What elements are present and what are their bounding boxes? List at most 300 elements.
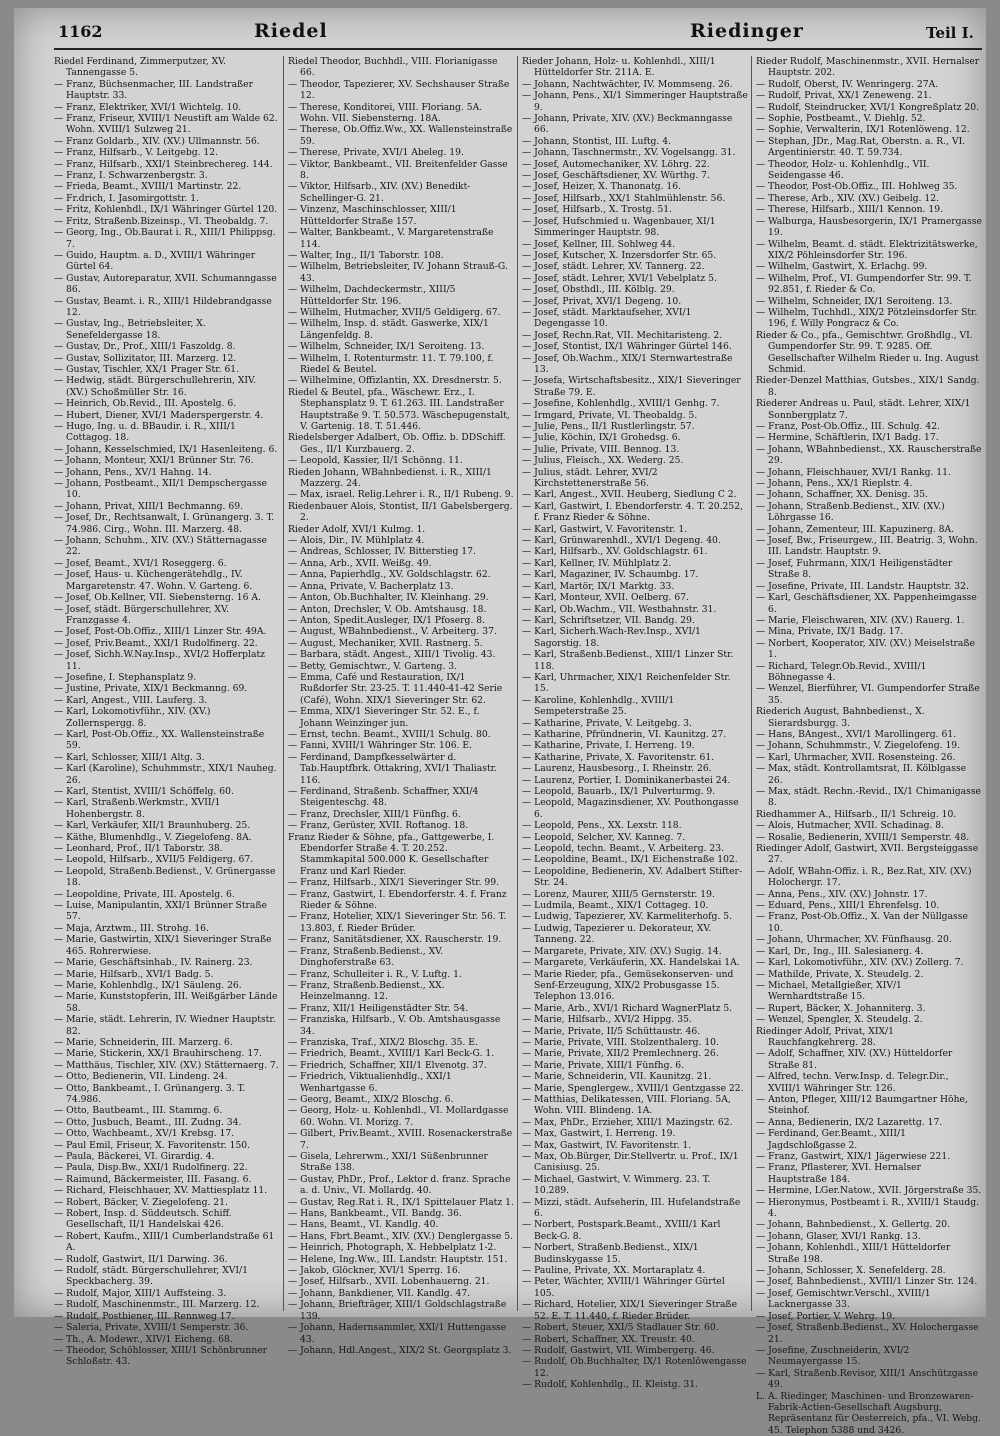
directory-entry: — Hans, Beamt., VI. Kandlg. 40. [288, 1219, 439, 1231]
directory-entry: — Johann, Pens., XV/1 Hahng. 14. [54, 466, 212, 478]
directory-entry: — Josef, Beamt., XVI/1 Roseggerg. 6. [54, 557, 227, 569]
directory-entry: — Walter, Ing., II/1 Taborstr. 108. [288, 249, 444, 261]
directory-entry: — August, Mechaniker, XVII. Rastnerg. 5. [288, 637, 483, 649]
directory-entry: — Stephan, JDr., Mag.Rat, Oberstn. a. R., VI. Argentinierstr. 40. T. 59.734. [756, 135, 966, 159]
directory-entry: — Sophie, Postbeamt., V. Diehlg. 52. [756, 113, 926, 125]
directory-entry: — Wilhelm, Schneider, IX/1 Seroiteng. 13. [756, 295, 953, 307]
directory-entry: — Marie, Private, XII/2 Premlechnerg. 26. [522, 1048, 719, 1060]
directory-entry: Riederer Andreas u. Paul, städt. Lehrer, XIX/1 Sonnbergplatz 7. [756, 398, 971, 421]
directory-entry: — Franz, Pflasterer, XVI. Hernalser Hauptstraße 184. [756, 1162, 921, 1185]
directory-entry: — Wilhelmine, Offizlantin, XX. Dresdnerstr. 5. [288, 375, 502, 387]
directory-entry: — Josef, Stontist, IX/1 Währinger Gürtel 146. [522, 341, 732, 353]
directory-entry: — Wilhelm, Beamt. d. städt. Elektrizitätswerke, XIX/2 Pöhleinsdorfer Str. 196. [756, 238, 978, 261]
directory-entry: — Therese, Ob.Offiz.Ww., XX. Wallensteinstraße 59. [288, 124, 513, 147]
directory-entry: — Johann, Schaffner, XX. Denisg. 35. [756, 489, 928, 501]
left-running-head: Riedel [254, 20, 328, 42]
directory-entry: — Rudolf, Steindrucker, XVI/1 Kongreßplatz 20. [756, 101, 979, 113]
directory-entry: — Karl, Geschäftsdiener, XX. Pappenheimgasse 6. [756, 592, 977, 615]
directory-entry: — Karl, Schriftsetzer, VII. Bandg. 29. [522, 614, 695, 626]
directory-entry: — Rudolf, Postbiener, III. Rennweg 17. [54, 1310, 235, 1322]
directory-entry: — Johann, Kohlenhdl., XIII/1 Hütteldorfer Straße 198. [756, 1242, 951, 1265]
directory-entry: — Mathilde, Private, X. Steudelg. 2. [756, 968, 924, 980]
directory-entry: — Robert, Schaffner, XX. Treustr. 40. [522, 1333, 695, 1345]
directory-entry: — Franz Goldarb., XIV. (XV.) Ullmannstr. 56. [54, 135, 260, 147]
directory-entry: — Franz, Sanitätsdiener, XX. Rauscherstr. 19. [288, 934, 502, 946]
directory-entry: — Max, städt. Rechn.-Revid., IX/1 Chimanigasse 8. [756, 786, 981, 809]
directory-entry: — Raimund, Bäckermeister, III. Fasang. 6. [54, 1173, 252, 1185]
directory-entry: — Josef, städt. Bürgerschullehrer, XV. Franzgasse 4. [54, 603, 229, 626]
directory-entry: — Anna, Papierhdlg., XV. Goldschlagstr. 62. [288, 569, 491, 581]
directory-entry: — Josef, Kutscher, X. Inzersdorfer Str. 65. [522, 249, 717, 261]
directory-entry: — Mina, Private, IX/1 Badg. 17. [756, 626, 904, 638]
directory-entry: — Theodor, Tapezierer, XV. Sechshauser Straße 12. [288, 78, 510, 102]
directory-entry: — Wenzel, Bierführer, VI. Gumpendorfer Straße 35. [756, 683, 980, 706]
directory-entry: — Robert, Steuer, XXI/5 Stadlauer Str. 60. [522, 1322, 719, 1334]
directory-entry: Rieder Johann, Holz- u. Kohlenhdl., XIII/1 Hütteldorfer Str. 211A. E. [522, 56, 716, 79]
directory-entry: — Emma, XIX/1 Sieveringer Str. 52. E., f. Johann Weinzinger jun. [288, 706, 480, 729]
directory-entry: — Gustav, Tischler, XX/1 Prager Str. 61. [54, 363, 240, 375]
directory-entry: — Marie, Hilfsarb., XVI/1 Badg. 5. [54, 968, 214, 980]
directory-entry: — Johann, Taschnermstr., XV. Vogelsangg. 31. [522, 147, 736, 159]
directory-entry: — Karl, Post-Ob.Offiz., XX. Wallensteinstraße 59. [54, 728, 265, 752]
directory-entry: L. A. Riedinger, Maschinen- und Bronzewaren-Fabrik-Actien-Gesellschaft Augsburg, Repräsentanz für Oesterreich, pfa., VI. Webg. 45. Telephon 5388 und 3426. [756, 1390, 981, 1436]
page-header [14, 8, 986, 48]
directory-entry: — Karl, Dr., Ing., III. Salesianerg. 4. [756, 945, 924, 957]
directory-entry: — Karl, Uhrmacher, XIX/1 Reichenfelder Str. 15. [522, 671, 731, 695]
directory-entry: — Otto, Bankbeamt., I. Grünangerg. 3. T. 74.986. [54, 1082, 246, 1105]
directory-entry: — Anton, Ob.Buchhalter, IV. Kleinhang. 29. [288, 592, 489, 604]
directory-entry: — Josef, Obsthdl., III. Kölblg. 29. [522, 284, 675, 296]
directory-entry: — Käthe, Blumenhdlg., V. Ziegelofeng. 8A. [54, 831, 252, 843]
directory-entry: — Heinrich, Ob.Revid., III. Apostelg. 6. [54, 398, 237, 410]
directory-entry: — Maja, Arztwm., III. Strohg. 16. [54, 922, 209, 934]
directory-entry: — Josef, Portier, V. Wehrg. 19. [756, 1310, 896, 1322]
directory-entry: — Helene, Ing.Ww., III. Landstr. Hauptstr. 151. [288, 1253, 508, 1265]
directory-entry: — Rupert, Bäcker, X. Johanniterg. 3. [756, 1002, 926, 1014]
directory-entry: — Johann, Straßenb.Bedienst., XIV. (XV.) Löhrgasse 16. [756, 500, 945, 524]
directory-entry: — Max, israel. Relig.Lehrer i. R., II/1 Rubeng. 9. [288, 489, 514, 501]
directory-entry: — Josef, Gemischtwr.Verschl., XVIII/1 Lacknergasse 33. [756, 1287, 931, 1311]
directory-entry: — Gustav, Ing., Betriebsleiter, X. Senefeldergasse 18. [54, 318, 206, 341]
directory-entry: — Fanni, XVIII/1 Währinger Str. 106. E. [288, 740, 473, 752]
directory-entry: — Ernst, techn. Beamt., XVIII/1 Schulg. 80. [288, 728, 491, 740]
directory-entry: — Wilhelm, Schneider, IX/1 Seroiteng. 13. [288, 341, 485, 353]
directory-entry: — Leopold, Bauarb., IX/1 Pulverturmg. 9. [522, 786, 716, 797]
directory-entry: — Wilhelm, Prof., VI. Gumpendorfer Str. 99. T. 92.851, f. Rieder & Co. [756, 272, 972, 296]
directory-entry: — Margarete, Private, XIV. (XV.) Sugig. 14. [522, 945, 722, 957]
directory-entry: — Anton, Spedit.Ausleger, IX/1 Pfoserg. 8. [288, 614, 486, 626]
directory-entry: — Leopold, Pens., XX. Lexstr. 118. [522, 820, 682, 832]
directory-entry: — Heinrich, Photograph, X. Hebbelplatz 1-2. [288, 1242, 497, 1254]
directory-entry: — Laurenz, Hausbesorg., I. Rheinstr. 26. [522, 763, 712, 775]
directory-entry: — Wilhelm, Dachdeckermstr., XIII/5 Hütteldorfer Str. 196. [288, 284, 456, 307]
directory-entry: — Frieda, Beamt., XVIII/1 Martinstr. 22. [54, 181, 242, 193]
directory-entry: Riedel Ferdinand, Zimmerputzer, XV. Tannengasse 5. [54, 56, 227, 79]
directory-entry: — Karl, Gastwirt, V. Favoritenstr. 1. [522, 523, 688, 535]
directory-entry: — Marie, Gastwirtin, XIX/1 Sieveringer Straße 465. Rohrerwiese. [54, 934, 272, 957]
directory-entry: — Anna, Bedienerin, IX/2 Lazarettg. 17. [756, 1116, 943, 1128]
directory-entry: — Paul Emil, Friseur, X. Favoritenstr. 150. [54, 1139, 251, 1151]
directory-entry: — Michael, Metallgießer, XIV/1 Wernhardtstraße 15. [756, 979, 902, 1003]
directory-entry: — Franz, Elektriker, XVI/1 Wichtelg. 10. [54, 101, 242, 113]
directory-entry: — Franz, Schulleiter i. R., V. Luftg. 1. [288, 968, 462, 980]
directory-entry: — Rudolf, Gastwirt, VII. Wimbergerg. 46. [522, 1344, 715, 1356]
directory-entry: — Julie, Köchin, IX/1 Grohedsg. 6. [522, 432, 681, 444]
directory-entry: — Gustav, Reg.Rat i. R., IX/1 Spittelauer Platz 1. [288, 1196, 514, 1208]
column-divider [283, 56, 284, 1311]
directory-entry: Rieder Adolf, XVI/1 Kulmg. 1. [288, 523, 426, 535]
directory-entry: — Karl, Stentist, XVIII/1 Schöffelg. 60. [54, 786, 234, 797]
directory-entry: — Th., A. Modewr., XIV/1 Eicheng. 68. [54, 1333, 233, 1345]
directory-entry: — Hermine, LGer.Natow., XVII. Jörgerstraße 35. [756, 1185, 982, 1197]
column-divider [751, 56, 752, 1311]
directory-entry: — Josef, Ob.Kellner, VII. Siebensterng. 16 A. [54, 592, 261, 604]
directory-entry: — Leopold, Magazinsdiener, XV. Pouthongasse 6. [522, 797, 739, 820]
directory-entry: — Johann, Briefträger, XIII/1 Goldschlagstraße 139. [288, 1299, 507, 1322]
directory-entry: — Adolf, WBahn-Offiz. i. R., Bez.Rat, XIV. (XV.) Holochergr. 17. [756, 865, 972, 889]
directory-entry: — Franz, Drechsler, XIII/1 Fünfhg. 6. [288, 808, 461, 820]
directory-entry: — Hans, Fbrt.Beamt., XIV. (XV.) Denglergasse 5. [288, 1230, 514, 1242]
directory-entry: — Laurenz, Portier, I. Dominikanerbastei 24. [522, 774, 731, 786]
directory-entry: — Fritz, Straßenb.Bizeinsp., VI. Theobaldg. 7. [54, 215, 269, 227]
directory-entry: — Marie, Schneiderin, III. Marzerg. 6. [54, 1036, 233, 1048]
directory-entry: — Josefine, Private, III. Landstr. Hauptstr. 32. [756, 580, 969, 592]
directory-entry: — Georg, Ing., Ob.Baurat i. R., XIII/1 Philippsg. 7. [54, 227, 276, 250]
directory-entry: — Max, Ob.Bürger, Dir.Stellvertr. u. Prof., IX/1 Canisiusg. 25. [522, 1151, 739, 1174]
directory-entry: — Leopold, Straßenb.Bedienst., V. Grünergasse 18. [54, 865, 276, 889]
directory-entry: — Peter, Wächter, XVIII/1 Währinger Gürtel 105. [522, 1276, 725, 1299]
directory-entry: — Josef, Priv.Beamt., XXI/1 Rudolfinerg. 22. [54, 637, 258, 649]
directory-entry: — Rudolf, Gastwirt, II/1 Darwing. 36. [54, 1253, 228, 1265]
directory-entry: — Marie, Stickerin, XX/1 Brauhirscheng. 17. [54, 1048, 262, 1060]
directory-entry: — Otto, Bedienerin, VII. Lindeng. 24. [54, 1071, 228, 1083]
directory-entry: — Margarete, Verkäuferin, XX. Handelskai 1A. [522, 957, 740, 969]
directory-entry: Rieden Johann, WBahnbedienst. i. R., XIII/1 Mazzerg. 24. [288, 466, 492, 490]
directory-entry: — Franziska, Hilfsarb., V. Ob. Amtshausgasse 34. [288, 1014, 501, 1037]
directory-entry: — Lorenz, Maurer, XIII/5 Gernsterstr. 19. [522, 888, 715, 900]
directory-entry: — Ludwig, Tapezierer u. Dekorateur, XV. Tanneng. 22. [522, 922, 712, 946]
directory-entry: — Marie, Kohlenhdlg., IX/1 Säuleng. 26. [54, 979, 242, 991]
directory-entry: — Karl, Straßenb.Bedienst., XIII/1 Linzer Str. 118. [522, 649, 734, 672]
directory-entry: — Karl, Sicherh.Wach-Rev.Insp., XVI/1 Sagorstig. 18. [522, 626, 701, 649]
directory-entry: — Leopold, techn. Beamt., V. Arbeiterg. 23. [522, 843, 725, 855]
directory-entry: — Josefine, Kohlenhdlg., XVIII/1 Genhg. 7. [522, 398, 720, 410]
directory-entry: — Therese, Hilfsarb., XIII/1 Kennon. 19. [756, 204, 944, 216]
directory-entry: Riedenbauer Alois, Stontist, II/1 Gabelsbergerg. 2. [288, 500, 513, 524]
directory-entry: — Anton, Drechsler, V. Ob. Amtshausg. 18. [288, 603, 487, 615]
directory-entry: — Karl, Lokomotivführ., XIV. (XV.) Zollernspergg. 8. [54, 706, 211, 729]
directory-entry: — Katharine, Private, I. Herreng. 19. [522, 740, 695, 752]
directory-entry: — Johann, Pens., XI/1 Simmeringer Hauptstraße 9. [522, 90, 748, 113]
directory-entry: — Wenzel, Spengler, X. Steudelg. 2. [756, 1014, 923, 1026]
directory-entry: — Franz, Hilfsarb., XXI/1 Steinbrechereg. 144. [54, 158, 273, 170]
directory-entry: — Karl, Martör, IX/1 Marktg. 33. [522, 580, 675, 592]
directory-entry: — Justine, Private, XIX/1 Beckmanng. 69. [54, 683, 248, 695]
column-2 [288, 56, 514, 1356]
directory-entry: — Karl, Ob.Wachm., VII. Westbahnstr. 31. [522, 603, 717, 615]
directory-entry: — Marie, städt. Lehrerin, IV. Wiedner Hauptstr. 82. [54, 1014, 276, 1037]
directory-entry: — Walburga, Hausbesorgerin, IX/1 Pramergasse 19. [756, 215, 982, 239]
directory-entry: — Gustav, Autoreparatur, XVII. Schumanngasse 86. [54, 272, 277, 296]
directory-entry: — Rudolf, Ob.Buchhalter, IX/1 Rotenlöwengasse 12. [522, 1356, 747, 1379]
directory-entry: — Anna, Private, V. Bacherplatz 13. [288, 580, 454, 592]
directory-entry: — Franz, Gerüster, XVII. Roftanog. 18. [288, 820, 469, 832]
directory-entry: — Johann, Private, XIV. (XV.) Beckmanngasse 66. [522, 113, 733, 136]
directory-entry: — Karl, Hilfsarb., XV. Goldschlagstr. 61. [522, 546, 708, 558]
directory-entry: — Rudolf, städt. Bürgerschullehrer, XVI/1 Speckbacherg. 39. [54, 1265, 248, 1288]
directory-entry: — Franz, XII/1 Heiligenstädter Str. 54. [288, 1002, 469, 1014]
directory-entry: — Richard, Fleischhauer, XV. Mattiesplatz 11. [54, 1185, 268, 1197]
directory-entry: — Ludwig, Tapezierer, XV. Karmeliterhofg. 5. [522, 911, 733, 923]
directory-entry: — Viktor, Hilfsarb., XIV. (XV.) Benedikt-Schellinger-G. 21. [288, 181, 471, 204]
directory-entry: — Franz, Post-Ob.Offiz., III. Schulg. 42. [756, 421, 941, 432]
directory-entry: — Guido, Hauptm. a. D., XVIII/1 Währinger Gürtel 64. [54, 249, 256, 273]
directory-entry: — Gisela, Lehrerwm., XXI/1 Süßenbrunner Straße 138. [288, 1151, 488, 1174]
directory-entry: — Karl, Monteur, XVII. Oelberg. 67. [522, 592, 689, 604]
directory-entry: — Franz, Gastwirt, I. Ebendorferstr. 4. f. Franz Rieder & Söhne. [288, 888, 507, 912]
directory-entry: — Norbert, Kooperator, XIV. (XV.) Meiselstraße 1. [756, 637, 975, 661]
directory-entry: — Johann, Pens., XX/1 Rieplstr. 4. [756, 478, 913, 490]
column-divider [517, 56, 518, 1311]
directory-entry: — Viktor, Bankbeamt., VII. Breitenfelder Gasse 8. [288, 158, 508, 182]
directory-entry: — Ferdinand, Ger.Beamt., XIII/1 Jagdschloßgasse 2. [756, 1128, 906, 1151]
directory-entry: Rieder Rudolf, Maschinenmstr., XVII. Hernalser Hauptstr. 202. [756, 56, 980, 79]
directory-entry: — Otto, Wachbeamt., XV/1 Krebsg. 17. [54, 1128, 235, 1140]
directory-entry: — Gustav, Beamt. i. R., XIII/1 Hildebrandgasse 12. [54, 295, 272, 318]
directory-entry: — August, WBahnbedienst., V. Arbeiterg. 37. [288, 626, 497, 638]
directory-entry: — Karl, Schlosser, XIII/1 Altg. 3. [54, 751, 205, 763]
directory-entry: — Josef, Bw., Friseurgew., III. Beatrig. 3, Wohn. III. Landstr. Hauptstr. 9. [756, 535, 978, 558]
directory-entry: — Franz, Büchsenmacher, III. Landstraßer Hauptstr. 33. [54, 78, 254, 102]
directory-entry: — Theodor, Post-Ob.Offiz., III. Hohlweg 35. [756, 181, 958, 193]
column-3 [522, 56, 748, 1391]
directory-entry: — Johann, Hadernsammler, XXI/1 Huttengasse 43. [288, 1322, 507, 1345]
directory-entry: — Hermine, Schäftlerin, IX/1 Badg. 17. [756, 432, 939, 444]
directory-entry: — Rudolf, Kohlenhdlg., II. Kleistg. 31. [522, 1379, 698, 1391]
directory-entry: — Gilbert, Priv.Beamt., XVIII. Rosenackerstraße 7. [288, 1128, 513, 1151]
directory-entry: — Johann, Zementeur, III. Kapuzinerg. 8A. [756, 523, 955, 535]
directory-entry: — Johann, Bankdiener, VII. Kandlg. 47. [288, 1287, 471, 1299]
header-rule [54, 48, 982, 50]
directory-entry: — Ludmila, Beamt., XIX/1 Cottageg. 10. [522, 900, 709, 912]
directory-entry: — Adolf, Schaffner, XIV. (XV.) Hütteldorfer Straße 81. [756, 1048, 953, 1071]
directory-entry: — Marie, Arb., XVI/1 Richard WagnerPlatz 5. [522, 1002, 733, 1014]
directory-entry: — Otto, Bautbeamt., III. Stammg. 6. [54, 1105, 223, 1117]
directory-entry: — Andreas, Schlosser, IV. Bitterstieg 17. [288, 546, 476, 558]
directory-entry: — Marie, Private, VIII. Stolzenthalerg. 10. [522, 1036, 719, 1048]
directory-entry: — Otto, Jusbuch, Beamt., III. Zudng. 34. [54, 1116, 242, 1128]
directory-entry: — Johann, Kesselschmied, IX/1 Hasenleiteng. 6. [54, 443, 278, 455]
directory-entry: — Franz, Friseur, XVIII/1 Neustift am Walde 62. Wohn. XVIII/1 Sulzweg 21. [54, 113, 278, 136]
directory-entry: — Johann, Uhrmacher, XV. Fünfhausg. 20. [756, 934, 952, 946]
directory-entry: — Josef, Fuhrmann, XIX/1 Heiligenstädter Straße 8. [756, 557, 953, 581]
directory-entry: — Josef, Dr., Rechtsanwalt, I. Grünangerg. 3. T. 74.986. Cirg., Wohn. III. Marzerg. 48. [54, 512, 275, 535]
directory-entry: — Rudolf, Maschinenmstr., III. Marzerg. 12. [54, 1299, 260, 1311]
directory-entry: — Norbert, Postspark.Beamt., XVIII/1 Karl Beck-G. 8. [522, 1219, 721, 1242]
directory-entry: Riedhammer A., Hilfsarb., II/1 Schreig. 10. [756, 808, 957, 820]
directory-entry: — Franz, I. Schwarzenbergstr. 3. [54, 170, 208, 182]
directory-entry: — Hans, Bankbeamt., VII. Bandg. 36. [288, 1208, 462, 1220]
directory-entry: — Karl (Karoline), Schuhmmstr., XIX/1 Nauheg. 26. [54, 763, 277, 786]
directory-entry: — Josef, Rechn.Rat, VII. Mechitaristeng. 2. [522, 329, 723, 341]
directory-entry: — Wilhelm, I. Rotenturmstr. 11. T. 79.100, f. Riedel & Beutel. [288, 352, 494, 375]
directory-entry: — Barbara, städt. Angest., XIII/1 Tivolig. 43. [288, 649, 496, 661]
directory-entry: — Karl, Straßenb.Revisor, XIII/1 Anschützgasse 49. [756, 1367, 979, 1391]
directory-entry: — Theodor, Schöhlosser, XIII/1 Schönbrunner Schloßstr. 43. [54, 1344, 268, 1368]
directory-entry: — Emma, Café und Restauration, IX/1 Rußdorfer Str. 23-25. T. 11.440-41-42 Serie (Café), Wohn. XIX/1 Sieveringer Str. 62. [288, 671, 503, 706]
directory-entry: — Marie, Fleischwaren, XIV. (XV.) Rauerg. 1. [756, 614, 965, 626]
column-1 [54, 56, 280, 1368]
directory-entry: — Franz, Straßenb.Bedienst., XX. Heinzelmanng. 12. [288, 979, 445, 1003]
directory-entry: — Josef, städt. Lehrer, XVI/1 Vebelplatz 5. [522, 272, 717, 284]
directory-entry: — Wilhelm, Tuchhdl., XIX/2 Pötzleinsdorfer Str. 196, f. Willy Pongracz & Co. [756, 306, 978, 330]
directory-entry: Riedel & Beutel, pfa., Wäschewr. Erz., I. Stephansplatz 9. T. 61.263. III. Landstraßer Hauptstraße 9. T. 50.573. Wäschepugenstalt, V. Gartenig. 18. T. 51.446. [288, 386, 510, 432]
directory-entry: — Julius, städt. Lehrer, XVI/2 Kirchstettenerstraße 56. [522, 466, 658, 490]
directory-entry: — Josef, Bahnbedienst., XVIII/1 Linzer Str. 124. [756, 1276, 978, 1288]
directory-entry: — Wilhelm, Insp. d. städt. Gaswerke, XIX/1 Längenfeldg. 8. [288, 318, 489, 341]
directory-entry: — Karl, Grünwarenhdl., XVI/1 Degeng. 40. [522, 535, 721, 547]
directory-entry: — Karl, Gastwirt, I. Ebendorferstr. 4. T. 20.252, f. Franz Rieder & Söhne. [522, 500, 744, 524]
directory-entry: Rieder & Co., pfa., Gemischtwr. Großhdlg., VI. Gumpendorfer Str. 99. T. 9285. Off. Gesellschafter Wilhelm Rieder u. Ing. August Schmid. [756, 329, 979, 375]
directory-entry: — Matthäus, Tischler, XIV. (XV.) Stätternaerg. 7. [54, 1059, 279, 1071]
directory-entry: — Hieronymus, Postbeamt i. R., XVIII/1 Staudg. 4. [756, 1196, 980, 1220]
directory-entry: — Pauline, Private, XX. Mortaraplatz 4. [522, 1265, 706, 1277]
directory-entry: — Josef, Ob.Wachm., XIX/1 Sternwartestraße 13. [522, 352, 733, 375]
directory-entry: — Alois, Dir., IV. Mühlplatz 4. [288, 535, 425, 547]
directory-entry: — Theodor, Holz- u. Kohlenhdlg., VII. Seidengasse 46. [756, 158, 930, 182]
directory-entry: — Matthias, Delikatessen, VIII. Floriang. 5A, Wohn. VIII. Blindeng. 1A. [522, 1093, 731, 1117]
directory-entry: — Franz, Post-Ob.Offiz., X. Van der Nüllgasse 10. [756, 911, 968, 934]
directory-entry: — Marie Rieder, pfa., Gemüsekonserven- und Senf-Erzeugung, XIX/2 Probusgasse 15. Telephon 13.016. [522, 968, 734, 1003]
directory-entry: — Marie, Private, XIII/1 Fünfhg. 6. [522, 1059, 685, 1071]
directory-entry: — Katharine, Private, X. Favoritenstr. 61. [522, 751, 715, 763]
column-4 [756, 56, 982, 1436]
directory-entry: — Luise, Manipulantin, XXI/1 Brünner Straße 57. [54, 900, 267, 923]
directory-entry: — Josefine, I. Stephansplatz 9. [54, 671, 197, 683]
directory-entry: — Karl, Magaziner, IV. Schaumbg. 17. [522, 569, 699, 581]
directory-entry: — Karl, Uhrmacher, XVII. Rosensteing. 26. [756, 751, 956, 763]
directory-entry: — Anna, Pens., XIV. (XV.) Johnstr. 17. [756, 888, 928, 900]
directory-entry: — Walter, Bankbeamt., V. Margaretenstraße 114. [288, 227, 494, 250]
directory-entry: — Julie, Pens., II/1 Rustlerlingstr. 57. [522, 421, 695, 432]
directory-entry: — Anna, Arb., XVII. Weißg. 49. [288, 557, 432, 569]
directory-entry: — Fritz, Kohlenhdl., IX/1 Währinger Gürtel 120. [54, 204, 278, 216]
directory-entry: — Karl, Kellner, IV. Mühlplatz 2. [522, 557, 672, 569]
directory-entry: — Josef, Automechaniker, XV. Löhrg. 22. [522, 158, 710, 170]
directory-entry: — Josef, Geschäftsdiener, XV. Würthg. 7. [522, 170, 710, 182]
directory-entry: — Karl, Straßenb.Werkmstr., XVII/1 Hohenbergstr. 8. [54, 797, 221, 820]
directory-entry: — Leopoldine, Bedienerin, XV. Adalbert Stifter-Str. 24. [522, 865, 743, 889]
directory-entry: — Georg, Beamt., XIX/2 Bloschg. 6. [288, 1093, 454, 1105]
directory-entry: — Friedrich, Schaffner, XII/1 Elvenotg. 37. [288, 1059, 487, 1071]
directory-entry: — Wilhelm, Betriebsleiter, IV. Johann Strauß-G. 43. [288, 261, 508, 284]
directory-entry: — Mizzi, städt. Aufseherin, III. Hufelandstraße 6. [522, 1196, 741, 1220]
directory-entry: — Josef, städt. Lehrer, XV. Tannerg. 22. [522, 261, 705, 273]
directory-entry: — Johann, Stontist, III. Luftg. 4. [522, 135, 672, 147]
directory-entry: — Marie, Geschäftsinhab., IV. Rainerg. 23. [54, 957, 253, 969]
directory-entry: — Alois, Hutmacher, XVII. Schadinag. 8. [756, 820, 945, 832]
directory-entry: — Julie, Private, VIII. Bennog. 13. [522, 443, 680, 455]
directory-entry: — Josef, Hilfsarb., XVII. Lobenhauerng. 21. [288, 1276, 490, 1288]
directory-entry: — Johann, Fleischhauer, XVI/1 Rankg. 11. [756, 466, 951, 478]
directory-entry: — Max, städt. Kontrollamtsrat, II. Kölblgasse 26. [756, 763, 967, 786]
directory-entry: — Marie, Schneiderin, VII. Kaunitzg. 21. [522, 1071, 712, 1083]
directory-entry: — Josef, Sichh.W.Nay.Insp., XVI/2 Hofferplatz 11. [54, 649, 265, 672]
directory-entry: — Hugo, Ing. u. d. BBaudir. i. R., XIII/1 Cottagog. 18. [54, 421, 236, 444]
directory-entry: — Leopold, Hilfsarb., XVII/5 Feldigerg. 67. [54, 854, 254, 866]
directory-entry: — Johann, Schuhmmstr., V. Ziegelofeng. 19. [756, 740, 961, 752]
directory-entry: — Leopold, Selcher, XV. Kanneg. 7. [522, 831, 686, 843]
directory-entry: — Rudolf, Oberst, IV. Wenringerg. 27A. [756, 78, 939, 90]
part-label: Teil I. [926, 24, 974, 42]
page-number: 1162 [58, 22, 103, 41]
directory-entry: — Karl, Verkäufer, XII/1 Braunhuberg. 25. [54, 820, 251, 832]
directory-entry: — Irmgard, Private, VI. Theobaldg. 5. [522, 409, 698, 421]
directory-entry: — Wilhelm, Hutmacher, XVII/5 Geldigerg. 67. [288, 306, 501, 318]
directory-entry: — Hedwig, städt. Bürgerschullehrerin, XIV. (XV.) Schoßmüller Str. 16. [54, 375, 256, 398]
columns-area [54, 56, 982, 1436]
directory-entry: — Hubert, Diener, XVI/1 Maderspergerstr. 4. [54, 409, 264, 421]
directory-entry: — Michael, Gastwirt, V. Wimmerg. 23. T. 10.289. [522, 1173, 711, 1197]
directory-entry: — Johann, Nachtwächter, IV. Mommseng. 26. [522, 78, 733, 90]
directory-entry: Riedinger Adolf, Gastwirt, XVII. Bergsteiggasse 27. [756, 843, 979, 866]
directory-entry: — Johann, Monteur, XXI/1 Brünner Str. 76. [54, 455, 254, 467]
directory-entry: — Katharine, Private, V. Leitgebg. 3. [522, 717, 692, 729]
directory-entry: — Rudolf, Major, XIII/1 Auffsteing. 3. [54, 1287, 227, 1299]
directory-entry: — Johann, Schuhm., XIV. (XV.) Stätternagasse 22. [54, 535, 267, 558]
directory-entry: — Josef, Hilfsarb., XX/1 Stahlmühlenstr. 56. [522, 192, 726, 204]
directory-entry: — Max, Gastwirt, IV. Favoritenstr. 1. [522, 1139, 692, 1151]
directory-entry: — Georg, Holz- u. Kohlenhdl., VI. Mollardgasse 60. Wohn. VI. Morizg. 7. [288, 1105, 509, 1128]
directory-entry: — Franz, Hilfsarb., XIX/1 Sieveringer Str. 99. [288, 877, 500, 889]
directory-entry: — Hans, BAngest., XVI/1 Marollingerg. 61. [756, 728, 957, 740]
directory-entry: — Franz, Gastwirt, XIX/1 Jägerwiese 221. [756, 1151, 951, 1162]
directory-entry: — Josef, Post-Ob.Offiz., XIII/1 Linzer Str. 49A. [54, 626, 267, 638]
directory-entry: — Josef, Privat, XVI/1 Degeng. 10. [522, 295, 682, 307]
directory-entry: — Johann, Schlosser, X. Senefelderg. 28. [756, 1265, 946, 1277]
directory-entry: — Anton, Pfleger, XIII/12 Baumgartner Höhe, Steinhof. [756, 1093, 968, 1117]
directory-entry: — Marie, Spenglergew., XVIII/1 Gentzgasse 22. [522, 1082, 744, 1094]
directory-entry: — Franz, Hotelier, XIX/1 Sieveringer Str. 56. T. 13.803, f. Rieder Brüder. [288, 911, 507, 934]
directory-entry: — Josef, Hilfsarb., X. Trostg. 51. [522, 204, 673, 216]
directory-entry: Riedinger Adolf, Privat, XIX/1 Rauchfangkehrerg. 28. [756, 1025, 894, 1048]
directory-entry: — Sophie, Verwalterin, IX/1 Rotenlöweng. 12. [756, 124, 970, 136]
directory-entry: — Josef, Kellner, III. Sohlweg 44. [522, 238, 676, 250]
directory-entry: — Ferdinand, Dampfkesselwärter d. Tab.Hauptfbrk. Ottakring, XVI/1 Thaliastr. 116. [288, 751, 497, 786]
directory-entry: — Alfred, techn. Verw.Insp. d. Telegr.Dir., XVIII/1 Währinger Str. 126. [756, 1071, 949, 1094]
directory-entry: — Max, Gastwirt, I. Herreng. 19. [522, 1128, 676, 1140]
directory-entry: — Josef, Haus- u. Küchengerätehdlg., IV. Margaretenstr. 47. Wohn. V. Garteng. 6. [54, 569, 253, 592]
directory-entry: — Eduard, Pens., XIII/1 Ehrenfelsg. 10. [756, 900, 940, 912]
directory-entry: — Richard, Telegr.Ob.Revid., XVIII/1 Böhnegasse 4. [756, 660, 927, 683]
directory-entry: — Marie, Private, II/5 Schüttaustr. 46. [522, 1025, 701, 1037]
directory-entry: — Johann, WBahnbedienst., XX. Rauscherstraße 29. [756, 443, 982, 467]
directory-entry: — Johann, Bahnbedienst., X. Gellertg. 20. [756, 1219, 951, 1231]
directory-entry: — Vinzenz, Maschinschlosser, XIII/1 Hütteldorfer Straße 157. [288, 204, 457, 227]
directory-entry: — Friedrich, Beamt., XVIII/1 Karl Beck-G. 1. [288, 1048, 495, 1060]
directory-entry: — Josef, Heizer, X. Thanonatg. 16. [522, 181, 682, 193]
directory-entry: — Gustav, Dr., Prof., XIII/1 Faszoldg. 8. [54, 341, 236, 353]
directory-entry: — Richard, Hotelier, XIX/1 Sieveringer Straße 52. E. T. 11.440, f. Rieder Brüder. [522, 1299, 738, 1322]
directory-entry: — Robert, Kaufm., XIII/1 Cumberlandstraße 61 A. [54, 1230, 275, 1254]
directory-entry: — Josefine, Zuschneiderin, XVI/2 Neumayergasse 15. [756, 1344, 910, 1368]
directory-entry: Franz Rieder & Söhne, pfa., Gattgewerbe, I. Ebendorfer Straße 4. T. 20.252. Stammkapital 500.000 K. Gesellschafter Franz und Karl Rieder. [288, 831, 495, 877]
directory-entry: — Johann, Privat, XIII/1 Bechmanng. 69. [54, 500, 244, 512]
directory-entry: — Norbert, Straßenb.Bedienst., XIX/1 Budinskygasse 15. [522, 1242, 699, 1265]
directory-entry: — Franziska, Traf., XIX/2 Bloschg. 35. E. [288, 1036, 478, 1048]
directory-entry: — Leopoldine, Private, III. Apostelg. 6. [54, 888, 235, 900]
directory-entry: — Paula, Disp.Bw., XXI/1 Rudolfinerg. 22. [54, 1162, 248, 1174]
